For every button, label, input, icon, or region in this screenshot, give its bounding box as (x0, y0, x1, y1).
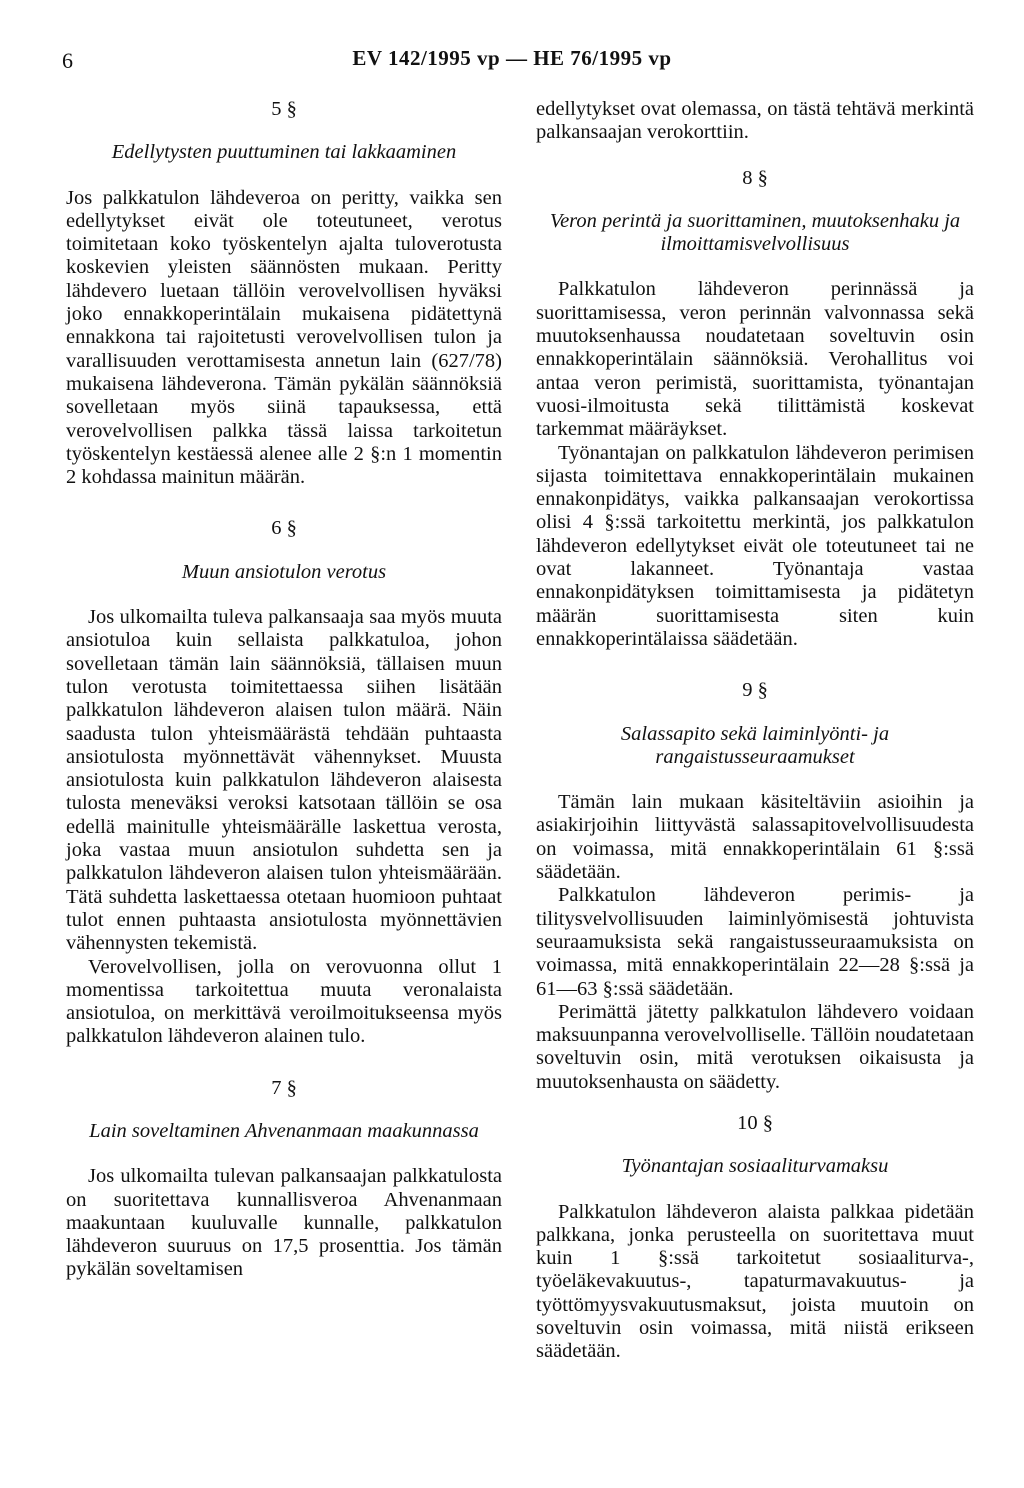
section-title: Edellytysten puuttuminen tai lakkaaminen (111, 141, 457, 164)
paragraph: Verovelvollisen, jolla on verovuonna ollut 1 momentissa tarkoitettua muuta veronalaista ansiotuloa, on merkittävä veroilmoitukseensa myös palkkatulon lähdeveron alainen tulo. (66, 955, 502, 1048)
paragraph: Perimättä jätetty palkkatulon lähdevero voidaan maksuunpanna verovelvolliselle. Tällöin noudatetaan soveltuvin osin, mitä verotuksen oikaisusta ja muutoksenhausta on säädetty. (536, 1000, 974, 1093)
paragraph: Työnantajan on palkkatulon lähdeveron perimisen sijasta toimitettava ennakkoperintälain mukainen ennakonpidätys, vaikka palkansaajan verokortissa olisi 4 §:ssä tarkoitettu merkintä, jos palkkatulon lähdeveron edellytykset eivät ole toteutuneet tai ne ovat lakanneet. Työnantaja vastaa ennakonpidätyksen toimittamisesta ja pidätetyn määrän suorittamisesta siten kuin ennakkoperintälaissa säädetään. (536, 441, 974, 650)
section-number: 5 § (271, 98, 297, 120)
continuation-text: edellytykset ovat olemassa, on tästä tehtävä merkintä palkansaajan verokorttiin. (536, 98, 974, 144)
paragraph: Palkkatulon lähdeveron perimis- ja tilitysvelvollisuuden laiminlyömisestä johtuvista seuraamuksista sekä rangaistusseuraamuksista on voimassa, mitä ennakkoperintälain 22—28 §:ssä ja 61—63 §:ssä säädetään. (536, 884, 974, 1000)
paragraph: Palkkatulon lähdeveron perinnässä ja suorittamisessa, veron perinnän valvonnassa sekä muutoksenhaussa noudatetaan soveltuvin osin ennakkoperintälain säännöksiä. Verohallitus voi antaa veron perimistä, suorittamista, työnantajan vuosi-ilmoitusta sekä tilittämistä koskevat tarkemmat määräykset. (536, 278, 974, 441)
paragraph: Jos ulkomailta tuleva palkansaaja saa myös muuta ansiotuloa kuin sellaista palkkatuloa, johon sovelletaan tämän lain säännöksiä, tällaisen muun tulon verotusta toimitettaessa siihen lisätään palkkatulon lähdeveron alaisen tulon määrä. Näin saadusta tulon yhteismäärästä tehdään puhtaasta ansiotulosta myönnettävät vähennykset. Muusta ansiotulosta kuin palkkatulon lähdeveron alaisesta tulosta meneväksi veroksi katsotaan tällöin se osa edellä mainitulle yhteismäärälle laskettua verosta, joka vastaa muun ansiotulon suhdetta sen ja palkkatulon lähdeveron alaisen tulon yhteismäärään. Tätä suhdetta laskettaessa otetaan huomioon puhtaat tulot ennen puhtaasta ansiotulosta myönnettävien vähennysten tekemistä. (66, 606, 502, 955)
section-number: 6 § (271, 517, 297, 540)
section-title: Salassapito sekä laiminlyönti- ja rangaistusseuraamukset (620, 722, 890, 768)
section-8 (536, 167, 974, 652)
section-6 (66, 517, 502, 1048)
section-title: Veron perintä ja suorittaminen, muutoksenhaku ja ilmoittamisvelvollisuus (549, 209, 961, 256)
page-number: 6 (62, 48, 73, 73)
right-column (536, 98, 974, 1364)
section-number: 7 § (271, 1076, 297, 1099)
section-10 (536, 1112, 974, 1364)
section-5 (66, 98, 502, 489)
paragraph: Palkkatulon lähdeveron alaista palkkaa pidetään palkkana, jonka perusteella on suoritettava muut kuin 1 §:ssä tarkoitetut sosiaaliturva-, työeläkevakuutus-, tapaturmavakuutus- ja työttömyysvakuutusmaksut, joista muutoin on soveltuvin osin voimassa, mitä niistä erikseen säädetään. (536, 1200, 974, 1363)
paragraph: Tämän lain mukaan käsiteltäviin asioihin ja asiakirjoihin liittyvästä salassapitovelvollisuudesta on voimassa, mitä ennakkoperintälain 61 §:ssä säädetään. (536, 791, 974, 884)
section-number: 10 § (737, 1111, 773, 1134)
running-title: EV 142/1995 vp — HE 76/1995 vp (352, 46, 672, 70)
left-column (66, 98, 502, 1282)
section-title: Lain soveltaminen Ahvenanmaan maakunnassa (89, 1119, 479, 1142)
section-number: 8 § (742, 166, 768, 189)
section-title: Muun ansiotulon verotus (181, 560, 387, 583)
section-7 (66, 1077, 502, 1282)
section-9 (536, 679, 974, 1094)
section-number: 9 § (742, 679, 768, 702)
section-title: Työnantajan sosiaaliturvamaksu (621, 1155, 889, 1178)
paragraph: Jos ulkomailta tulevan palkansaajan palkkatulosta on suoritettava kunnallisveroa Ahvenanmaan maakuntaan kuuluvalle kunnalle, palkkatulon lähdeveron suuruus on 17,5 prosenttia. Jos tämän pykälän soveltamisen (66, 1165, 502, 1281)
paragraph: Jos palkkatulon lähdeveroa on peritty, vaikka sen edellytykset eivät ole toteutuneet, verotus toimitetaan koko työskentelyn ajalta tuloverotusta koskevien yleisten säännösten mukaan. Peritty lähdevero luetaan tällöin verovelvollisen hyväksi joko ennakkoperintälain mukaisena pidätettynä ennakkona tai rajoitetusti verovelvollisen tulon ja varallisuuden verottamisesta annetun lain (627/78) mukaisena lähdeverona. Tämän pykälän säännöksiä sovelletaan myös siinä tapauksessa, että verovelvollisen palkka tässä laissa tarkoitetun työskentelyn kestäessä alenee alle 2 §:n 1 momentin 2 kohdassa mainitun määrän. (66, 186, 502, 489)
